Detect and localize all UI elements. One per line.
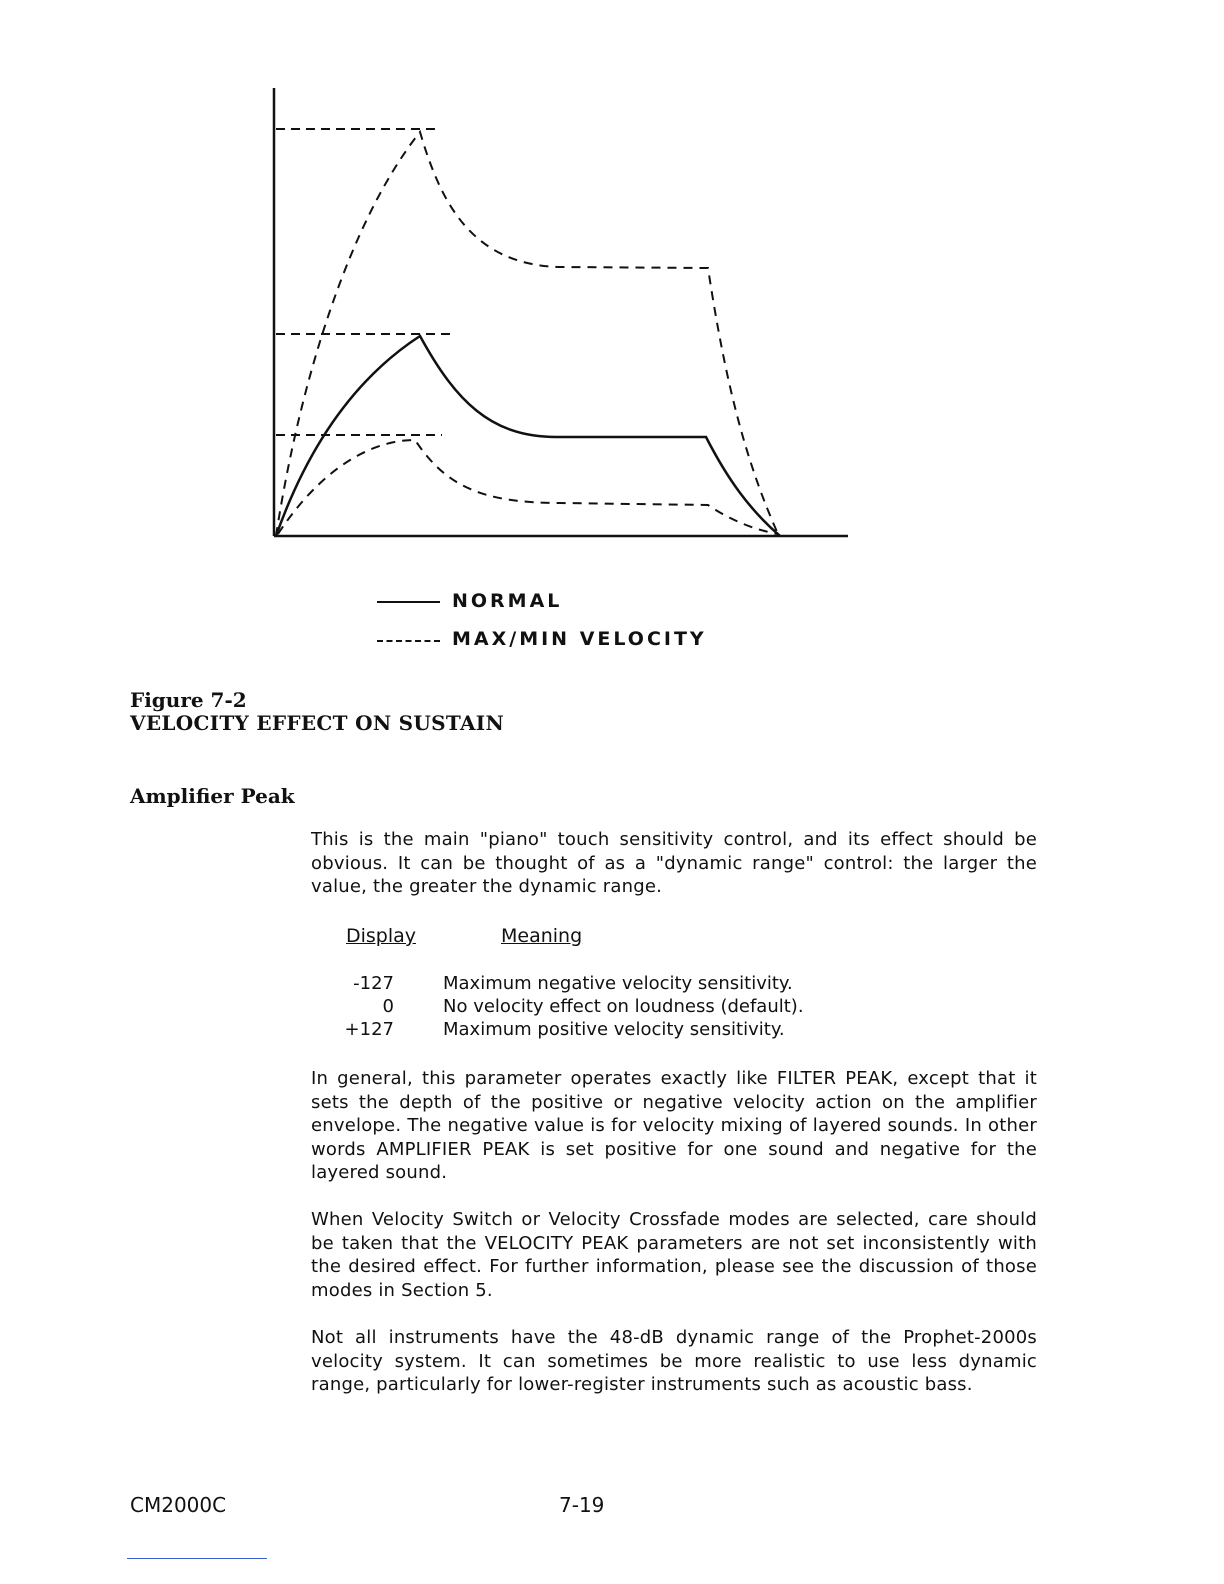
figure-title: VELOCITY EFFECT ON SUSTAIN <box>130 711 505 735</box>
legend-solid-line <box>377 601 440 603</box>
body-paragraph: In general, this parameter operates exactly like FILTER PEAK, except that it sets the depth of the positive or negative velocity action on the amplifier envelope. The negative value is for velocity mixing of layered sounds. In other words AMPLIFIER PEAK is set positive for one sound and negative for the layered sound. <box>311 1068 1037 1183</box>
table-row-value: -127 <box>353 973 394 994</box>
figure-number: Figure 7-2 <box>130 688 247 712</box>
intro-paragraph: This is the main "piano" touch sensitivity control, and its effect should be obvious. It can be thought of as a "dynamic range" control: the larger the value, the greater the dynamic range. <box>311 829 1037 897</box>
table-row-value: +127 <box>344 1019 394 1040</box>
body-paragraph: Not all instruments have the 48-dB dynamic range of the Prophet-2000s velocity system. It can sometimes be more realistic to use less dynamic range, particularly for lower-register instruments such as acoustic bass. <box>311 1327 1037 1395</box>
min-velocity-envelope <box>278 440 778 534</box>
table-header-display: Display <box>346 925 417 947</box>
table-row-value: 0 <box>382 996 394 1017</box>
table-row-meaning: Maximum positive velocity sensitivity. <box>443 1019 785 1040</box>
legend-normal-label: NORMAL <box>452 590 563 612</box>
velocity-envelope-diagram <box>260 80 860 550</box>
section-heading: Amplifier Peak <box>130 784 295 808</box>
footer-doc-code: CM2000C <box>130 1493 227 1517</box>
table-row-meaning: No velocity effect on loudness (default). <box>443 996 804 1017</box>
footer-rule <box>127 1558 267 1559</box>
footer-page-number: 7-19 <box>559 1493 605 1517</box>
body-paragraph: When Velocity Switch or Velocity Crossfade modes are selected, care should be taken that the VELOCITY PEAK parameters are not set inconsistently with the desired effect. For further information, please see the discussion of those modes in Section 5. <box>311 1209 1037 1301</box>
table-row-meaning: Maximum negative velocity sensitivity. <box>443 973 793 994</box>
legend-max-min-label: MAX/MIN VELOCITY <box>452 628 707 650</box>
legend-dashed-line <box>377 640 440 642</box>
table-header-meaning: Meaning <box>501 925 583 947</box>
